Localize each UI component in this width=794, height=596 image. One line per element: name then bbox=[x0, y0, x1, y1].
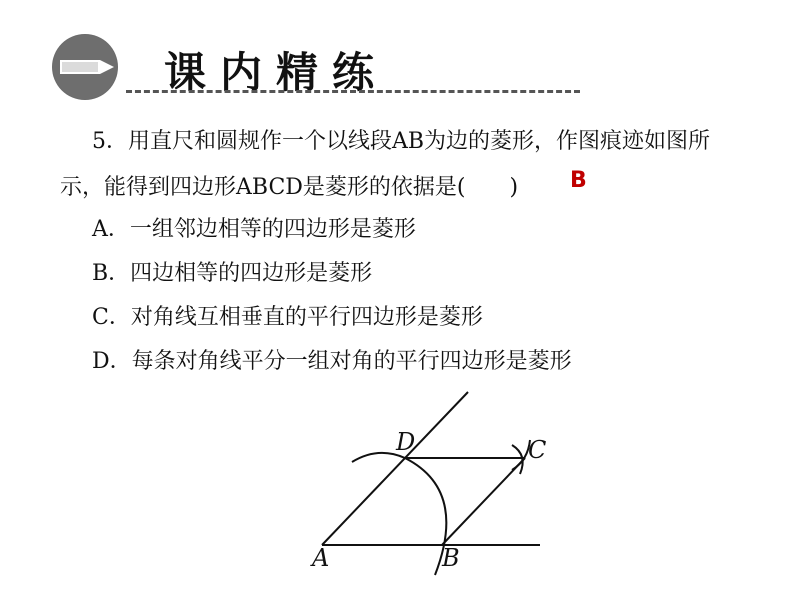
label-b: B bbox=[442, 544, 460, 572]
line-bc bbox=[442, 458, 525, 545]
option-c[interactable]: C．对角线互相垂直的平行四边形是菱形 bbox=[92, 305, 483, 330]
label-d: D bbox=[396, 428, 416, 456]
label-c: C bbox=[528, 436, 547, 464]
answer-mark: B bbox=[570, 168, 587, 193]
question-line-1: 5．用直尺和圆规作一个以线段AB为边的菱形，作图痕迹如图所 bbox=[92, 129, 711, 154]
label-a: A bbox=[312, 544, 330, 572]
section-title: 课内精练 bbox=[164, 48, 389, 97]
section-header bbox=[52, 30, 532, 100]
arc-from-b bbox=[405, 458, 446, 575]
option-d[interactable]: D．每条对角线平分一组对角的平行四边形是菱形 bbox=[92, 349, 572, 374]
pencil-badge-icon bbox=[52, 34, 118, 100]
question-line-2: 示，能得到四边形ABCD是菱形的依据是( ) bbox=[60, 175, 519, 200]
option-b[interactable]: B．四边相等的四边形是菱形 bbox=[92, 261, 373, 286]
option-a[interactable]: A．一组邻边相等的四边形是菱形 bbox=[92, 217, 416, 242]
header-divider bbox=[126, 90, 580, 93]
rhombus-construction-figure bbox=[300, 385, 560, 590]
